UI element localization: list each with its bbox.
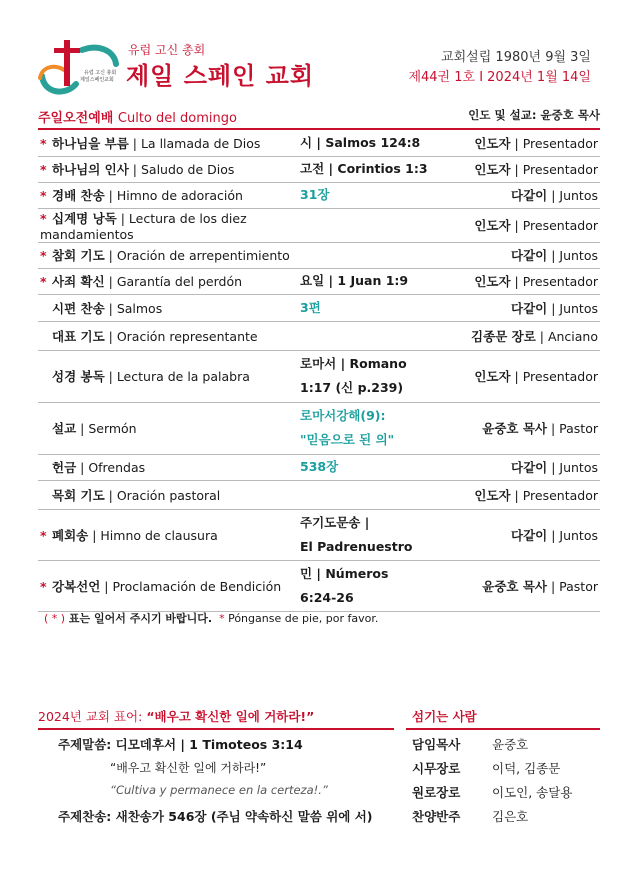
standing-star: *: [40, 248, 47, 263]
row-role-ko: 윤중호 목사: [482, 578, 547, 594]
motto-prefix: 2024년 교회 표어:: [38, 709, 147, 724]
row-title-es: | Proclamación de Bendición: [100, 578, 282, 594]
motto-verse: 주제말씀: 디모데후서 | 1 Timoteos 3:14: [58, 737, 303, 752]
table-row: [38, 294, 600, 321]
row-title-ko: 폐회송: [52, 527, 89, 543]
row-role-es: | Presentador: [510, 162, 598, 177]
row-role: [460, 294, 600, 321]
row-ref: 3편: [300, 299, 321, 315]
row-ref-2: 6:24-26: [300, 589, 354, 605]
servers-title: 섬기는 사람: [412, 709, 477, 724]
row-role-ko: 김종문 장로: [471, 328, 536, 344]
row-role-ko: 인도자: [474, 218, 511, 233]
standing-star: *: [40, 274, 47, 289]
bulletin-header: [0, 0, 643, 100]
table-row: [38, 402, 600, 454]
row-title-ko: 설교: [52, 421, 77, 436]
row-title-es: | Saludo de Dios: [128, 162, 235, 177]
motto-ko: “배우고 확신한 일에 거하라!”: [110, 761, 267, 775]
note-star: ( * ): [44, 612, 66, 625]
row-reference: [300, 402, 460, 454]
row-ref: 시 | Salmos 124:8: [300, 134, 421, 150]
row-ref: 로마서강해(9):: [300, 408, 386, 423]
row-reference: [300, 480, 460, 509]
row-title-ko: 목회 기도: [52, 487, 105, 503]
row-role-ko: 인도자: [474, 162, 511, 177]
church-logo-icon: [36, 36, 122, 96]
motto-hymn: 주제찬송: 새찬송가 546장 (주님 약속하신 말씀 위에 서): [58, 809, 373, 824]
row-title-ko: 성경 봉독: [52, 369, 105, 384]
server-name: 김은호: [492, 809, 529, 824]
list-item: [412, 783, 572, 807]
row-role: [460, 268, 600, 294]
row-item: [38, 242, 300, 268]
row-role-es: | Presentador: [510, 135, 598, 151]
row-reference: [300, 182, 460, 208]
table-row: [38, 454, 600, 480]
row-role-ko: 다같이: [511, 300, 548, 316]
row-title-es: | La llamada de Dios: [128, 135, 261, 151]
list-item: [412, 735, 572, 759]
row-item: [38, 560, 300, 611]
note-es: Pónganse de pie, por favor.: [224, 612, 379, 625]
row-title-ko: 하나님을 부름: [52, 135, 129, 151]
standing-star: *: [40, 527, 47, 543]
row-item: [38, 294, 300, 321]
row-item: [38, 208, 300, 242]
row-role-es: | Juntos: [547, 188, 598, 203]
row-role: [460, 480, 600, 509]
standing-star: *: [40, 210, 47, 226]
row-item: [38, 182, 300, 208]
row-ref: 요일 | 1 Juan 1:9: [300, 273, 409, 288]
row-role-es: | Presentador: [510, 274, 598, 289]
standing-star: *: [40, 188, 47, 203]
row-title-ko: 참회 기도: [52, 248, 105, 263]
row-role: [460, 130, 600, 156]
row-title-es: | Lectura de los diez mandamientos: [40, 210, 247, 242]
table-row: [38, 130, 600, 156]
row-role-es: | Juntos: [547, 300, 598, 316]
server-role: 찬양반주: [412, 809, 461, 824]
row-role-es: | Anciano: [535, 328, 598, 344]
row-item: [38, 321, 300, 350]
motto-quote: “배우고 확신한 일에 거하라!”: [146, 709, 315, 724]
row-item: [38, 454, 300, 480]
row-role: [460, 321, 600, 350]
row-ref-2: 1:17 (신 p.239): [300, 380, 404, 395]
table-row: [38, 268, 600, 294]
standing-star: *: [40, 162, 47, 177]
service-leader: 인도 및 설교: 윤중호 목사: [468, 108, 600, 122]
servers-list: [412, 735, 572, 831]
row-title-es: | Himno de clausura: [88, 527, 218, 543]
motto-title: [38, 707, 314, 725]
row-reference: [300, 509, 460, 560]
table-row: [38, 242, 600, 268]
row-title-es: | Oración de arrepentimiento: [104, 248, 290, 263]
row-role: [460, 560, 600, 611]
note-es-star: *: [219, 612, 225, 625]
row-title-es: | Oración representante: [104, 328, 258, 344]
row-title-es: | Ofrendas: [76, 460, 146, 475]
server-name: 윤중호: [492, 737, 529, 752]
row-role-ko: 인도자: [474, 274, 511, 289]
row-item: [38, 130, 300, 156]
row-role-es: | Pastor: [547, 578, 598, 594]
row-role: [460, 156, 600, 182]
service-title-ko: 주일오전예배: [38, 111, 114, 126]
row-ref: 주기도문송 |: [300, 514, 370, 530]
row-reference: [300, 208, 460, 242]
table-row: [38, 350, 600, 402]
row-reference: [300, 321, 460, 350]
standing-note: [44, 610, 378, 626]
row-item: [38, 402, 300, 454]
row-role-ko: 인도자: [474, 369, 511, 384]
row-reference: [300, 156, 460, 182]
server-name: 이도인, 송달용: [492, 785, 573, 800]
divider: [38, 728, 394, 730]
row-role-es: | Juntos: [547, 460, 598, 475]
table-row: [38, 560, 600, 611]
table-row: [38, 208, 600, 242]
row-item: [38, 509, 300, 560]
row-role-ko: 다같이: [511, 248, 548, 263]
row-title-ko: 시편 찬송: [52, 300, 105, 316]
row-role: [460, 242, 600, 268]
row-title-es: | Himno de adoración: [104, 188, 243, 203]
row-reference: [300, 454, 460, 480]
row-ref: 민 | Números: [300, 565, 389, 581]
row-role: [460, 509, 600, 560]
row-title-es: | Sermón: [76, 421, 137, 436]
row-title-ko: 강복선언: [52, 578, 101, 594]
row-item: [38, 268, 300, 294]
row-role-ko: 다같이: [511, 460, 548, 475]
list-item: [412, 759, 572, 783]
server-name: 이덕, 김종문: [492, 761, 561, 776]
row-role-es: | Presentador: [510, 218, 598, 233]
motto-es: “Cultiva y permanece en la certeza!.”: [110, 783, 328, 797]
table-row: [38, 182, 600, 208]
row-title-ko: 경배 찬송: [52, 188, 105, 203]
standing-star: *: [40, 135, 47, 151]
row-role-es: | Juntos: [547, 248, 598, 263]
row-ref: 로마서 | Romano: [300, 356, 407, 371]
service-title-es: Culto del domingo: [117, 111, 237, 126]
row-title-es: | Oración pastoral: [104, 487, 221, 503]
row-role-ko: 다같이: [511, 188, 548, 203]
row-title-ko: 대표 기도: [52, 328, 105, 344]
row-ref-2: El Padrenuestro: [300, 538, 413, 554]
row-item: [38, 156, 300, 182]
row-title-es: | Garantía del perdón: [104, 274, 243, 289]
server-role: 담임목사: [412, 737, 461, 752]
row-role-ko: 윤중호 목사: [482, 421, 547, 436]
row-item: [38, 350, 300, 402]
row-role: [460, 182, 600, 208]
row-role-es: | Pastor: [547, 421, 598, 436]
row-title-es: | Salmos: [104, 300, 163, 316]
church-name: 제일 스페인 교회: [126, 62, 314, 90]
list-item: [412, 807, 572, 831]
issue-info: 제44권 1호 I 2024년 1월 14일: [408, 70, 591, 85]
table-row: [38, 321, 600, 350]
note-ko: 표는 일어서 주시기 바랍니다.: [65, 612, 213, 625]
row-role-es: | Presentador: [510, 487, 598, 503]
row-role: [460, 350, 600, 402]
row-title-ko: 헌금: [52, 460, 77, 475]
row-ref-2: "믿음으로 된 의": [300, 432, 395, 447]
server-role: 원로장로: [412, 785, 461, 800]
row-role-ko: 다같이: [511, 527, 548, 543]
row-ref: 고전 | Corintios 1:3: [300, 161, 428, 176]
row-reference: [300, 130, 460, 156]
row-role-es: | Presentador: [510, 369, 598, 384]
row-title-ko: 하나님의 인사: [52, 162, 129, 177]
divider: [406, 728, 600, 730]
svg-text:제일스페인교회: 제일스페인교회: [80, 77, 114, 83]
row-title-ko: 사죄 확신: [52, 274, 105, 289]
row-role-ko: 인도자: [474, 135, 511, 151]
org-name: 유럽 고신 총회: [128, 43, 206, 57]
row-title-ko: 십계명 낭독: [52, 210, 117, 226]
row-role: [460, 402, 600, 454]
row-reference: [300, 560, 460, 611]
founded-date: 교회설립 1980년 9월 3일: [441, 50, 591, 65]
table-row: [38, 480, 600, 509]
server-role: 시무장로: [412, 761, 461, 776]
table-row: [38, 156, 600, 182]
table-row: [38, 509, 600, 560]
service-header: [38, 103, 600, 129]
svg-text:유럽 고신 총회: 유럽 고신 총회: [84, 70, 117, 76]
row-title-es: | Lectura de la palabra: [104, 369, 250, 384]
row-ref: 31장: [300, 187, 330, 202]
standing-star: *: [40, 578, 47, 594]
row-reference: [300, 350, 460, 402]
worship-order-table: [38, 130, 600, 612]
row-role: [460, 208, 600, 242]
row-ref: 538장: [300, 459, 339, 474]
row-reference: [300, 242, 460, 268]
row-reference: [300, 294, 460, 321]
row-role-ko: 인도자: [474, 487, 511, 503]
service-title: [38, 107, 237, 126]
row-item: [38, 480, 300, 509]
row-role: [460, 454, 600, 480]
row-reference: [300, 268, 460, 294]
row-role-es: | Juntos: [547, 527, 598, 543]
